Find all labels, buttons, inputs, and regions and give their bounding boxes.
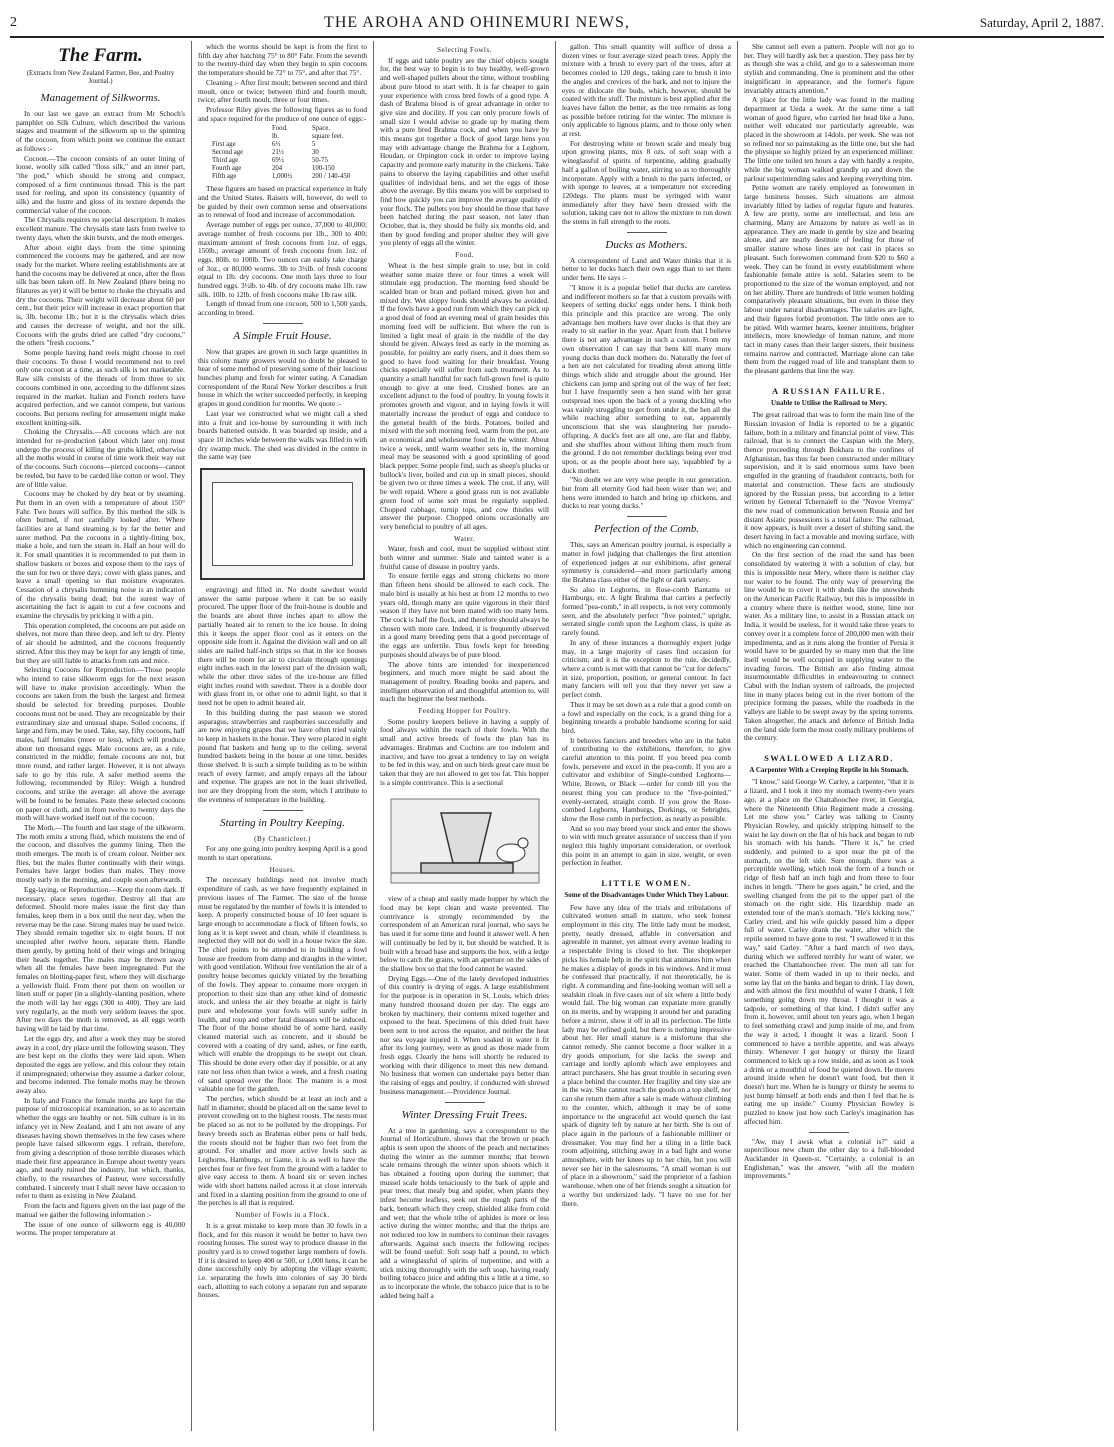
article-subheading: Unable to Utilise the Railroad to Mery. bbox=[771, 398, 887, 407]
subheading-selecting-fowls: Selecting Fowls. bbox=[437, 46, 492, 54]
divider bbox=[809, 1132, 849, 1133]
subheading-houses: Houses. bbox=[269, 865, 296, 874]
masthead bbox=[10, 10, 1104, 38]
divider bbox=[445, 1102, 485, 1103]
article-paragraph: gallon. This small quantity will suffice of dress a dozen vines or four average sized peach trees. Apply the mixture with a brush to every part of the trees, after at becomes cooled to 120 degs., taking care to brush it into the angles and crevices of the bark, and not to injure the eyes or dislocate the buds, which, however, should be coated with the stuff. The mixture is best applied after the leaves have fallen the better, as the tree remains as long as possible before retiring for the winter. The mixture is only applicable to lignous plants, and to those only when at rest. bbox=[562, 42, 731, 139]
byline: (By Chanticleer.) bbox=[254, 834, 311, 843]
article-paragraph: "Aw, may I awsk what a colonial is?" said a supercilious new chum the other day to a full-blooded Aucklander in Queen-st. "Certainly, a colonial is an Englishman," was the answer, "with all the modern improvements." bbox=[744, 1136, 914, 1181]
table-row: Third age 69½ 50-75 bbox=[212, 157, 328, 165]
article-paragraph: Drying Eggs.—One of the lately developed industries of this country is drying of eggs. A large establishment for the purpose is in operation in St. Louis, which dries many hundred thousand dozen per day. The eggs are broken by machinery, their contents mixed together and exposed to the heat. Specimens of this dried fruit have been sent to test across the equator, and neither the heat nor sea voyage injured it. When soaked in water it fit after its long journey, were as good as those made from fresh eggs. Clearly the hens will shortly be reduced to working with their diligence to meet this new demand. No business that women can undertake pays better than the raising of eggs and poultry, if conducted with shrewd business management.—Providence Journal. bbox=[380, 973, 549, 1096]
article-heading-silkworms: Management of Silkworms. bbox=[40, 92, 161, 104]
article-paragraph: Last year we constructed what we might call a shed into a fruit and ice-house by surrounding it with inch boards battened outside. It was boarded up inside, and a space 10 inches wide between the walls was filled in with dry swamp muck. The shed was divided in the centre in the same way (see bbox=[198, 408, 367, 462]
article-paragraph: This operation completed, the cocoons are put aside on shelves, not more than three deep, and left to dry. Plenty of air should be admitted, and the cocoons frequently stirred. After this they may be kept for any length of time, but they are still liable to attacks from rats and mice. bbox=[16, 620, 185, 665]
article-paragraph: And so you may breed your stock and enter the shows to win with much greater assurance of success than if you neglect this highly important consideration, or overlook this point in an attempt to gain in size, weight, or even perfection in feather. bbox=[562, 823, 731, 868]
article-paragraph: The great railroad that was to form the main line of the Russian invasion of India is reported to be a gigantic failure, both in a military and financial point of view. This railroad, that is to connect the Caspian with the Mery, thence proceeding through Bokhara to the confines of Afghanistan, has thus far been constructed under military supervision, and it is said enormous sums have been engulfed in the granting of fraudulent contracts, both for material and construction. These facts are studiously ignored by the Russian press, but according to a letter written by General Tchernaieff to the "Novoe Vremya" the new road of communication between Russia and her distant Asiatic possessions is a total failure. The railroad, it now appears, is built over a desert of shifting sand, the desert having in fact a movable and moving surface, with which no engineering can contend. bbox=[744, 410, 914, 550]
divider bbox=[263, 323, 303, 324]
article-paragraph: The Chrysalis requires no special description. It makes excellent manure. The chrysalis state lasts from twelve to twenty days, when the skin bursts, and the moth emerges. bbox=[16, 215, 185, 242]
article-paragraph: For destroying white or brown scale and mealy bug upon growing plants, mix 8 ozs. of soft soap with a wineglassful of spirits of turpentine, adding gradually half a gallon of boiling water, stirring so as to thoroughly incorporate. Apply with a brush to the parts infected, or with sponge to leaves, at a temperature not exceeding 120degs. The plants must be syringed with water immediately after they have been dressed with the solution, taking care not to allow the mixture to run down the stems in full strength to the roots. bbox=[562, 138, 731, 227]
article-paragraph: Cleaning :- After first moult; between second and third moult, once or twice; between third and fourth moult, twice; after fourth moult, three or four times. bbox=[198, 77, 367, 105]
subheading-number-of-fowls: Number of Fowls in a Flock. bbox=[235, 1211, 330, 1220]
article-paragraph: So also in Leghorns, in Rose-comb Bantams or Hamburgs, etc. A light Brahma that carries a perfectly formed "pea-comb," in all respects, is not very commonly seen, and the absolutely perfect "five pointed," upright, serrated single comb upon the Leghorn class, is quite as rarely found. bbox=[562, 584, 731, 638]
article-paragraph: To ensure fertile eggs and strong chickens no more than fifteen hens should be allowed to each cock. The male bird is usually at his best at from 12 months to two years old, though many are quite vigorous in their third season if they have not been mated with too many hens. The cock is half the flock, and therefore should always be chosen with more care. Indeed, it is frequently observed in a good many breeding pens that a good percentage of the eggs are unfertile. Thus fowls kept for breeding purposes should always be of pure blood. bbox=[380, 571, 549, 659]
article-paragraph: Water, fresh and cool, must be supplied without stint both winter and summer. Stale and tainted water is a fruitful cause of disease in poultry yards. bbox=[380, 544, 549, 571]
article-paragraph: On the first section of the road the sand has been consolidated by watering it with a solution of clay, but this is impossible near Mery, where there is neither clay nor water to be found. The only way of preserving the line would be to cover it with sheds like the snowsheds on the American Pacific Railway, but this is impossible in a country where there is neither wood, stone, lime nor water. As a military line, to assist in a Russian attack on India, it would be useless, for it would take three years to convey over it a complete force of 200,000 men with their impedimenta, and as it runs along the frontier of Persia it would have to be guarded by so many men that the line itself would be well occupied in supplying water to the invading forces. The British are also finding almost insurmountable difficulties in endeavouring to connect Cabul with the Indian system of railroads, the projected line in many places being cut in the river bottom of the precipice forming the passes, while the roadbeds in the valleys are liable to be swept away by the spring torrents. Taken altogether, the attack and defence of British India on the land side form the most costly military problems of the century. bbox=[744, 550, 915, 743]
article-paragraph: The issue of one ounce of silkworm egg is 40,000 worms. The proper temperature at bbox=[16, 1219, 185, 1238]
newspaper-title: THE AROHA AND OHINEMURI NEWS, bbox=[324, 14, 630, 31]
article-paragraph: Petite women are rarely employed as forewomen in large business houses. Such situations are almost invariably filled by ladies of regular figure and features. A few are pretty, some are intellectual, and less are charming. Many are Amazons by nature as well as in appearance. They are made in gentle by size and bearing alone, and are nearly destitute of feeling for those of smaller stature whose lines are not cast in places so pleasant. Such forewomen command from $20 to $60 a week. They can be found in every establishment where fashionable female attire is sold. Salaries seem to be proportioned to the size of the woman employed, and not on her ability. There are hundreds of little women holding comparatively pleasant situations, but even in these they labour under natural disadvantages. The salaries are light, and their figures forbid promotion. The little ones are to be pitied. With warmer hearts, keener intuitions, brighter intellects, more knowledge of human nature, and more tact in many cases than their larger sisters, their business remains narrow and contracted. Marriage alone can take them from the rugged road of life and transplant them to the pleasant gardens that line the way. bbox=[744, 183, 914, 376]
article-paragraph: In Italy and France the female moths are kept for the purpose of microscopical examination, so as to ascertain whether the eggs are healthy or not. Silk culture is in its infancy yet in New Zealand, and I am not aware of any diseases having shown themselves in the few cases where people have raised silkworm eggs. I refrain, therefore, from giving a description of those terrible diseases which made their first appearance in Europe about twenty years ago, and nearly ruined the industry, but which, thanks, chiefly, to the researches of Pasteur, were successfully combated. I sincerely trust I shall never have occasion to refer to them as existing in New Zealand. bbox=[16, 1095, 185, 1201]
article-paragraph: Cocoons may be choked by dry heat or by steaming. Put them in an oven with a temperature of about 150° Fahr. Two hours will suffice. By this method the silk is often burned, if not carefully looked after. Where facilities are at hand steaming is by far the better and surer method. Put the cocoons in a tightly-fitting box, make a hole, and turn the steam in. Half an hour will do it. For small quantities it is recommended to put them in shallow baskets or boxes and expose them to the rays of the sun for two or three days; cover with glass panes, and leave a small opening so that moisture evaporates. Cessation of a chrysalis humming noise is an indication of the chrysalis being dead; but the surest way of ascertaining the fact is again to cut a few cocoons and examine the chrysalis by pricking it with a pin. bbox=[16, 489, 185, 621]
section-heading-farm: The Farm. bbox=[58, 45, 143, 66]
article-paragraph: The perches, which should be at least an inch and a half in diameter, should be placed all on the same level to prevent crowding on to the highest roosts. The nests must be placed so as not to be polluted by the droppings. For heavy breeds such as Brahmas either pens or half beds, the roosts should not be higher than two feet from the ground. For smaller and more active fowls such as Leghorns, Hamburgs, or Game, it is as well to have the perches four or five feet from the ground with a ladder to give easy access to them. A board six or seven inches wide with short battens nailed across it at close intervals and fixed in a slanting position from the ground to one of the perches is all that is required. bbox=[198, 1093, 367, 1208]
article-paragraph: The necessary buildings need not involve much expenditure of cash, as we have frequently explained in previous issues of The Farmer. The size of the house must be regulated by the number of fowls it is intended to keep. A properly constructed house of 10 feet square is large enough to accommodate a flock of fifteen fowls, so long as it is kept sweet and clean, while if cleanliness is neglected they will not do well in a house twice the size. The chief points to be attended to in building a fowl house are freedom from damp and draughts in the winter, with good ventilation. Without free ventilation the air of a poultry house becomes quickly vitiated by the breathing of the fowls. They appear to consume more oxygen in proportion to their size than any other kind of domestic stock, and unless the air they breathe at night is fairly pure and wholesome your fowls will surely suffer in health, and roup and other fatal diseases will be induced. The floor of the house should be of some hard, easily cleaned material such as concrete, and it should be covered with a coating of dry sand, ashes, or fine earth, which will enable the droppings to be swept out clean. This should be done every other day if possible, or at any rate not less often than twice a week, and a fresh coating of sand spread over the floor. The manure is a most valuable one for the garden. bbox=[198, 875, 367, 1094]
article-paragraph: Let the eggs dry, and after a week they may be stored away in a cool, dry place until the following season. They are best kept on the cloths they were laid upon. When deposited the eggs are yellow, and this colour they retain if unimpregnated; otherwise they assume a darker colour, and become indented. The female moths may be thrown away also. bbox=[16, 1033, 185, 1096]
article-paragraph: A place for the little lady was found in the mailing department at Ueda a week. At the same time a tall woman of good figure, who carried her head like a Juno, neither well educated nor particularly agreeable, was placed in the showroom at 14dols. per week. She was not so refined nor so painstaking as the little one, but she had the physique so highly prized by an experienced milliner. The little one toiled ten hours a day with hardly a respite, while the big woman walked grandly up and down the parlour superintending sales and keeping everything trim. bbox=[744, 95, 914, 183]
article-heading-winter-dressing: Winter Dressing Fruit Trees. bbox=[401, 1108, 528, 1121]
article-paragraph: The Moth.—The fourth and last stage of the silkworm. The moth emits a strong fluid, which moistens the end of the cocoon, and dissolves the gummy lining. Then the moth emerges. The moth is of cream colour. Neither sex flies, but the males flutter continually with their wings. Females have larger bodies than males. They move mostly early in the morning, and couple soon afterwards. bbox=[16, 822, 185, 885]
article-heading-fruit-house: A Simple Fruit House. bbox=[233, 329, 332, 342]
article-paragraph: In any of these instances a thoroughly expert judge may, in a large majority of cases find occasion for criticism; and it is the exception to the rule, decidedly, where a comb is met with that cannot be "cut for defects" in size, proportion, position, or general contour. In fact many fanciers will tell you that they never yet saw a perfect comb. bbox=[562, 637, 731, 700]
article-paragraph: The above hints are intended for inexperienced beginners, and much more might be said about the management of poultry. Reading books and papers, and intelligent observation of and thoughtful attention to, will teach the beginner the best methods. bbox=[380, 659, 549, 704]
subheading-food: Food. bbox=[455, 251, 474, 260]
article-paragraph: At a tree in gardening, says a correspondent to the Journal of Horticulture, shows that the brown or peach aphis is seen upon the shoots of the peach and nectarines during the winter as the summer months; that brown scale remains through the winter upon shoots which it has obtained a footing upon during the summer; that mussel scale holds tenaciously to the bark of apple and pear trees; that mealy bug and spider, when plants they infest become leafless, seek out the rough parts of the bark, beneath which they creep, shielded alike from cold and wet; that the whole tribe of aphides is more or less active during the winter months; and that the thrips are not reduced too low in numbers to continue their ravages afterwards. Against such insects the following recipes will be found useful: Soft soap half a pound, to which add a wineglassful of spirits of turpentine, and with a stick mixing thoroughly with the soft soap, having ready boiling tobacco juice and adding this a little at a time, so as to incorporate the whole, the tobacco juice that is to be added being half a bbox=[380, 1125, 549, 1300]
article-paragraph: It is a great mistake to keep more than 30 fowls in a flock, and for this reason it would be better to have two roosting houses. The surest way to produce disease in the poultry yard is to crowd together large numbers of fowls. If it is desired to keep 400 or 500, or 1,000 hens, it can be done successfully only by adopting the village system; i.e. separating the fowls into colonies of say 30 birds each, allotting to each colony a separate run and separate houses. bbox=[198, 1220, 367, 1300]
article-paragraph: Few have any idea of the trials and tribulations of cultivated women small in stature, who seek honest employment in this city. The little lady must be modest, pretty, neatly dressed, affable in conversation and agreeable in manner, yet almost every avenue leading to a respectable living is closed to her. The shopkeeper picks his female help in the spirit that animates him when he makes a display of goods in his windows. And it must be confessed that practically, if not theoretically, he is right. A commanding and fine-looking woman will sell a sealskin cloak in five cases out of six where a little body would fail. The big woman can expatiate more grandly on its merits, and by wrapping it around her and parading before a mirror, show it off in all its perfection. The little lady may be refined gold, but there is nothing impressive about her. Her small stature is a misfortune that she cannot remedy. She cannot become a floor walker in a dry goods emporium, for she lacks the sweep and carriage and lordly aplomb which awe employees and attract purchasers. She has great trouble in securing even a place behind the counter. Her fragility and tiny size are in the way. She cannot reach the goods on a top shelf, nor can she return them after a sale is made without climbing to the counter, which, although it may be of some importance to the ungraceful act would quench the last spark of dignity left by nature at her birth. She is out of place again in the parlours of a fashionable milliner or dressmaker. You may find her a tiling in a little back room adjoining, stitching away in a bad light and worse atmosphere, with her knees up to her chin, but you will never see her in the salesrooms. "A small woman is out of place in a showroom," said the proprietor of a fashion warehouse, when one of her friends sought a situation for a worthy but undersized lady. "I have no use for her there. bbox=[562, 902, 731, 1208]
article-paragraph: "I know it is a popular belief that ducks are careless and indifferent mothers so far that a custom prevails with keepers of setting ducks' eggs under hens. I think both this principle and this practice are wrong. The only advantage hen mothers have over ducks is that they are ready to sit earlier in the year. Apart from that I believe there is not any advantage in such a custom. From my own observation I can say that hens kill many more young ducks than duck mothers do. Naturally the feet of a hen are not calculated for treading about among little things which slide and struggle about the ground. Her chickens can jump and spring out of the way of her feet; but I have frequently seen a hen stand with her great outspread toes upon the back of a young duckling who was vainly struggling to get from under it, the hen all the while reaching after something to eat, apparently unconscious that she was slaughtering her pseudo-offspring. A duck's feet are all one, are flat and flabby, and she shuffles about without lifting them much from the ground. I do not remember ducklings being ever trod upon, or as the people about here say, 'squabbled' by a duck mother. bbox=[562, 282, 731, 475]
article-heading-poultry: Starting in Poultry Keeping. bbox=[220, 816, 345, 829]
article-paragraph: For any one going into poultry keeping April is a good month to start operations. bbox=[198, 844, 367, 862]
article-paragraph: After about eight days from the time spinning commenced the cocoons may be gathered, and are now ready for the market. Where reeling establishments are at hand the cocoons may be delivered at once, after the floss silk has been taken off. In New Zealand (there being no filatures as yet) it will be better to choke the chrysalis and dry the cocoons. Their weight will decrease about 60 per cent., but their price will increase in exact proportion that is, 3lb. become 1lb.; but it is the chrysalis which dries and causes the decrease of weight, and not the silk. Cocoons with the grubs dried are called "dry cocoons," the others "fresh cocoons." bbox=[16, 242, 185, 348]
article-paragraph: engraving) and filled in. No doubt sawdust would answer the same purpose where it can be so easily procured. The upper floor of the fruit-house is double and the boards are about three inches apart to allow the partially heated air to return to the ice house. In doing this it keeps the upper floor cool as it enters on the opposite side from it. Against the division wall and on all sides are nailed half-inch strips so that in the ice houses there will be room for air to circulate through openings eight inches each in the lowest part of the division wall, while the other three sides of the ice-house are filled eight inches round with sawdust. There is a double door with glass front in, or other one to admit light, so that it need not be open to admit heated air. bbox=[198, 585, 367, 708]
article-paragraph: Egg-laying, or Reproduction.—Keep the room dark. If necessary, place sexes together. Destroy all that are deformed. Should more males issue the first day than females, keep them in a box until the next day, when the reverse may be the case. Strong males may be used twice. They should remain together six to eight hours. If not uncoupled after twelve hours, separate them. Handle them gently, by getting hold of their wings and bringing their heads together. The males may be thrown away when all the females have been impregnated. Put the females on blotting-paper first, where they will discharge a yellowish fluid. From there put them on woollen or linen stuff or paper (in a slightly-slanting position, where the moth will lay her eggs (300 to 400). They are laid very regularly, as the moth very seldom leaves the spot. After two days the moth is removed, as all eggs worth having will be laid by that time. bbox=[16, 884, 185, 1034]
article-paragraph: Average number of eggs per ounce, 37,000 to 40,000; average number of fresh cocoons per 1lb., 300 to 400; maximum amount of fresh cocoons from 1oz. of eggs, 150lb.; average amount of fresh cocoons from 1oz. of eggs, 80lb. to 100lb. Two ounces can easily take charge of 3oz., or 80,000 worms. 3lb to 3½lb. of fresh cocoons equal to 1lb. dry cocoons. One moth lays three to four hundred eggs. 3½lb. to 4lb. of dry cocoons make 1lb. raw silk. 10lb. to 12lb. of fresh cocoons make 1lb raw silk. bbox=[198, 220, 367, 299]
article-paragraph: It behoves fanciers and breeders who are in the habit of contributing to the exhibitions, therefore, to give careful attention to this point. If you breed pea comb fowls, persevere and excel in the pea-comb. If you are a cultivator and exhibitor of Single-combed Leghorns—White, Brown, or Black —order for comb till you the nearest thing you can produce to the "five-pointed," evenly-serrated, straight comb. If you grow the Rose-combed Leghorns, Hamburgs, Dorkings, or Sebrights, show the Rose comb in perfection, as nearly as possible. bbox=[562, 735, 731, 823]
article-paragraph: "I know," said George W. Carley, a carpenter, "that it is a lizard, and I took it into my stomach twenty-two years ago, at a place on the Chattahoochee river, in Georgia, where the Nineteenth Ohio Regiment made a crossing. Let me show you." Carley was talking to County Physician Rowley, and quickly stripping himself to the waist he lay down on the flat of his back and began to rub his stomach with his hands. "There it is," he cried suddenly, and pointed to a spot near the pit of the stomach, on the left side. Sure enough, there was a perceptible swelling, which took the form of a bunch or ridge of flesh half an inch high and from three to four inches in length. "There he goes again," he cried, and the swelling changed from the pit to the upper part of the stomach on the right side. His lizardship made an extended tour of the man's stomach. "He's kicking now," Carley cried, and his wife quickly passed him a dipper full of water. Carley drank the water, after which the reptile seemed to have gone to rest. "I swallowed it in this way," said Carley. "After a hard march of two days, during which we suffered terribly for want of water, we reached the Chattahoochee river. The men all ran for water. Some of them waded in up to their necks, and some lay flat on the banks and began to drink. I lay down, and with almost the first mouthful of water I drank, I felt something going down my throat. I thought it was a tadpole, or something of that kind. I didn't suffer any from it, however, until about ten years ago, when I began to feel something crawl and jump inside of me, and from the way it acted, I thought it was a lizard. Soon I commenced to have a terrible appetite, and was always thirsty. Whenever I got hungry or thirsty the lizard commenced to kick up a row inside, and as soon as I took a drink or a mouthful of food he quieted down. He moves around inside when he doesn't want food, but then it doesn't hurt me. When he is hungry or thirsty he seems to just hump himself at both ends and then I feel that he is eating me up inside." County Physician Rowley is puzzled to know just how such Carley's imagination has affected him. bbox=[744, 777, 914, 1126]
subheading-water: Water. bbox=[454, 534, 475, 543]
article-heading-ducks: Ducks as Mothers. bbox=[605, 238, 688, 251]
article-paragraph: Choking the Chrysalis.—All cocoons which are not intended for re-production (about which later on) must undergo the process of killing the grubs killed, otherwise all the moths would in course of time work their way out of the cocoons. Such cocoons—pierced cocoons—cannot be reeled, but have to be carded like cotton or wool. They are of little value. bbox=[16, 427, 185, 489]
article-subheading: A Carpenter With a Creeping Reptile in his Stomach. bbox=[749, 765, 909, 774]
table-row: First age 6½ 5 bbox=[212, 141, 316, 149]
table-row: Fifth age 1,000½ 200 / 140-450 bbox=[212, 173, 351, 181]
article-paragraph: "No doubt we are very wise people in our generation, but from all eternity God had been wiser than we; and hens were intended to hatch and bring up chickens, and ducks to rear young ducks." bbox=[562, 475, 731, 511]
article-paragraph: view of a cheap and easily made hopper by which the food may be kept clean and waste prevented. The contrivance is strongly recommended by the correspondent of an American rural journal, who says he has used it for some time and found it answer well. A hen will continually be fed by it, but should be watched. It is built with a broad base and supports the box, with a ledge below to catch the grains, with an aperture on the sides of the shallow box so that the food cannot be wasted. bbox=[380, 894, 549, 973]
article-paragraph: If eggs and table poultry are the chief objects sought for, the best way to begin is to buy healthy, well-grown and well-shaped pullets about the time, without troubling about pure blood to start with. It is far cheaper to gain your experience with cross bred fowls of a good type. A dash of Brahma blood is of great advantage in order to give size and docility. If you can only procure fowls of small size I would advise to grade up by mating them with a pure bred Brahma cock, and when you have by this means got together a flock of good large hens you may with advantage change the Brahma for a Leghorn, Houdan, or Orpington cock in order to improve laying capacity and promote early maturity in the chickens. Take pains to observe the laying capabilities and other useful qualities of individual hens, and set the eggs of those above the average. By this means you will be surprised to find how quickly you can improve the average quality of your flock. The pullets you buy should be those that have been hatched during the past season, not later than October, that is, they should be fully six months old, and then by good feeding and proper shelter they will give you plenty of eggs all the winter. bbox=[380, 55, 549, 248]
fruit-house-engraving bbox=[200, 468, 365, 580]
article-paragraph: From the facts and figures given on the last page of the manual we gather the following information :- bbox=[16, 1201, 185, 1219]
article-heading-russian-failure: A RUSSIAN FAILURE. bbox=[772, 385, 886, 396]
table-unit-row: lb. square feet. bbox=[272, 133, 344, 141]
article-paragraph: Wheat is the best simple grain to use, but in cold weather some maize three or four times a week will stimulate egg production. The morning feed should be scalded bran or bran and pollard mixed, given hot and mixed dry. Wet sloppy foods should always be avoided. If the fowls have a good run from which they can pick up a good deal of food an evening meal of grain besides this morning feed will be sufficient. But where the run is limited a light meal of grain in the middle of the day should be given. Always feed as early in the morning as possible, for poultry are early risers, and it does them so good to have food waiting for their breakfast. Young chicks especially will suffer from such treatment. As to quantity a small handful for each full-grown fowl is quite enough to give at one feed. Crushed bones are an excellent adjunct to the food of poultry. In young fowls it promotes growth and vigour, and in laying fowls it will materially increase the product of eggs and conduce to the general health of the birds. Potatoes, boiled and mixed with the soft morning feed, warm from the pot, are an economical and wholesome food in the winter. About twice a week, until warm weather sets in, the morning meal may be seasoned with a good sprinkling of good black pepper. Some people find, such as sheep's plucks or bullock's liver, boiled and cut up in small pieces, should be given two or three times a week. The cost, if any, will be well repaid. Where a good grass run is not available green food of some sort must be regularly supplied. Chopped cabbage, turnip tops, and cow thistles will answer the purpose. Chopped onions occasionally are very beneficial to poultry of all ages. bbox=[380, 260, 549, 531]
article-paragraph: which the worms should be kept is from the first to fifth day after hatching 75° to 80° Fahr. From the seventh to the twenty-third day when they begin to spin cocoons the temperature should be 72° to 75°, and after that 75°. bbox=[198, 42, 367, 78]
column-1 bbox=[10, 41, 192, 1431]
article-paragraph: Now that grapes are grown in such large quantities in this colony many growers would no doubt be pleased to hear of some method of preserving some of their luscious bunches plump and fresh for winter eating. A Canadian correspondent of the Rural New Yorker describes a fruit house in which the writer succeeded perfectly, in keeping grapes in good condition for months. We quote :- bbox=[198, 346, 367, 409]
issue-date: Saturday, April 2, 1887. bbox=[979, 15, 1104, 30]
article-paragraph: Selecting Cocoons for Reproduction.—Those people who intend to raise silkworm eggs for the next season will have to make provision accordingly. When the cocoons are taken from the bush the largest and firmest should be selected for breeding purposes. Double cocoons must not be used. They are recognizable by their extraordinary size and unusual shape. Soiled cocoons, if large and firm, may be used. Take, say, fifty cocoons, half males, half females (more or less), which will produce about ten thousand eggs. Male cocoons are, as a rule, constricted in the middle; female cocoons are not, but more round, and rather larger. However, it is not always safe to go by this rule. A safer method seems the following, recommended by Riley: Weigh a hundred cocoons, and strike the average: all above the average will be found to be females. Paste these selected cocoons on paper or cloth, and in from twelve to twenty days the moth will have worked itself out of the cocoon. bbox=[16, 665, 185, 823]
divider bbox=[627, 516, 667, 517]
column-5 bbox=[738, 41, 920, 1431]
article-paragraph: Length of thread from one cocoon, 500 to 1,500 yards, according to breed. bbox=[198, 299, 367, 318]
column-2 bbox=[192, 41, 374, 1431]
column-3 bbox=[374, 41, 556, 1431]
article-paragraph: These figures are based on practical experience in Italy and the United States. Raisers will, however, do well to be guided by their own common sense and observations as to renewal of food and increase of accommodation. bbox=[198, 184, 367, 220]
columns bbox=[10, 41, 1104, 1431]
section-credit: (Extracts from New Zealand Farmer, Bee, and Poultry Journal.) bbox=[26, 70, 175, 85]
article-paragraph: In our last we gave an extract from Mr Schoch's pamphlet on Silk Culture, which described the various stages and treatment of the silkworm up to the spinning of the cocoon, from which point we continue the extract as follows :- bbox=[16, 109, 185, 153]
article-paragraph: In this building during the past season we stored asparagus, strawberries and raspberries successfully and are now enjoying grapes that we have often tried vainly to keep in baskets in the house. They were placed in eight pound flat baskets and hung up to the ceiling, several hundred baskets being in the house at one time, besides those shelved. It is such a simple building as to be within reach of every farmer, and amply repays all the labour and expense. The grapes are not in the least shrivelled, nor are they dropping from the stem, which I attribute to the evenness of temperature in the building. bbox=[198, 707, 367, 804]
article-heading-comb: Perfection of the Comb. bbox=[593, 523, 700, 536]
article-paragraph: Some people having hand reels might choose to reel their cocoons. To those I would recommend not to reel only one cocoon at a time, as such silk is not marketable. Raw silk consists of the threads of from three to six cocoons combined in one, according to the different sizes required in the market. Italian and French reelers have acquired perfection, and we cannot compete, but various cocoons. But persons reeling for amusement might make excellent knitting-silk. bbox=[16, 347, 185, 427]
article-heading-swallowed-lizard: SWALLOWED A LIZARD. bbox=[764, 752, 894, 763]
article-paragraph: She cannot sell even a pattern. People will not go to her. They will hardly ask her a question. They pass her by as though she was a child, and go to a saleswoman more stylish and commanding. One is prominent and the other insignificant in appearance, and the former's figure invariably attracts attention." bbox=[744, 42, 914, 95]
article-heading-little-women: LITTLE WOMEN. bbox=[601, 878, 692, 889]
article-paragraph: Cocoon.—The cocoon consists of an outer lining of loose, woolly silk called "floss silk," and an inner part, "the pod," which should be strong and compact, composed of a firm continuous thread. This is the part used for reeling, and upon its consistency (quantity of silk) and the lustre and gloss of its texture depends the commercial value of the cocoon. bbox=[16, 153, 185, 215]
article-paragraph: Thus it may be set down as a rule that a good comb on a fowl and especially on the cock, is a grand thing for a beginning towards a probable handsome scoring for said bird. bbox=[562, 699, 731, 735]
column-4 bbox=[556, 41, 738, 1431]
page-number: 2 bbox=[10, 15, 17, 30]
table-row: Fourth age 204 100-150 bbox=[212, 165, 335, 173]
divider bbox=[263, 810, 303, 811]
divider bbox=[627, 232, 667, 233]
table-row: Second age 21½ 30 bbox=[212, 149, 319, 157]
feeding-hopper-engraving bbox=[381, 793, 549, 889]
subheading-feeding-hopper: Feeding Hopper for Poultry. bbox=[418, 707, 511, 716]
article-subheading: Some of the Disadvantages Under Which They Labour. bbox=[564, 891, 729, 900]
table-header-row: Food. Space. bbox=[272, 125, 330, 133]
article-paragraph: A correspondent of Land and Water thinks that it is better to let ducks hatch their own eggs than to set them under hens. He says :- bbox=[562, 255, 731, 283]
food-space-table bbox=[212, 125, 367, 181]
article-paragraph: Professor Riley gives the following figures as to food and space required for the produce of one ounce of eggs:- bbox=[198, 104, 367, 123]
article-paragraph: Some poultry keepers believe in having a supply of food always within the reach of their fowls. With the small and active breeds of fowls the plan has its advantages. Brahmas and Cochins are too indolent and inactive, and have too great a tendency to lay on weight to be fed in this way, and on such birds great care must be taken that they are not allowed to get too fat. This hopper is a simple contrivance. This is a sectional bbox=[380, 716, 549, 787]
article-paragraph: This, says an American poultry journal, is especially a matter in fowl judging that challenges the first attention of experienced judges at our exhibitions, after general symmetry is considered—and more particularly among the Brahma class either of the light or dark variety. bbox=[562, 540, 731, 584]
